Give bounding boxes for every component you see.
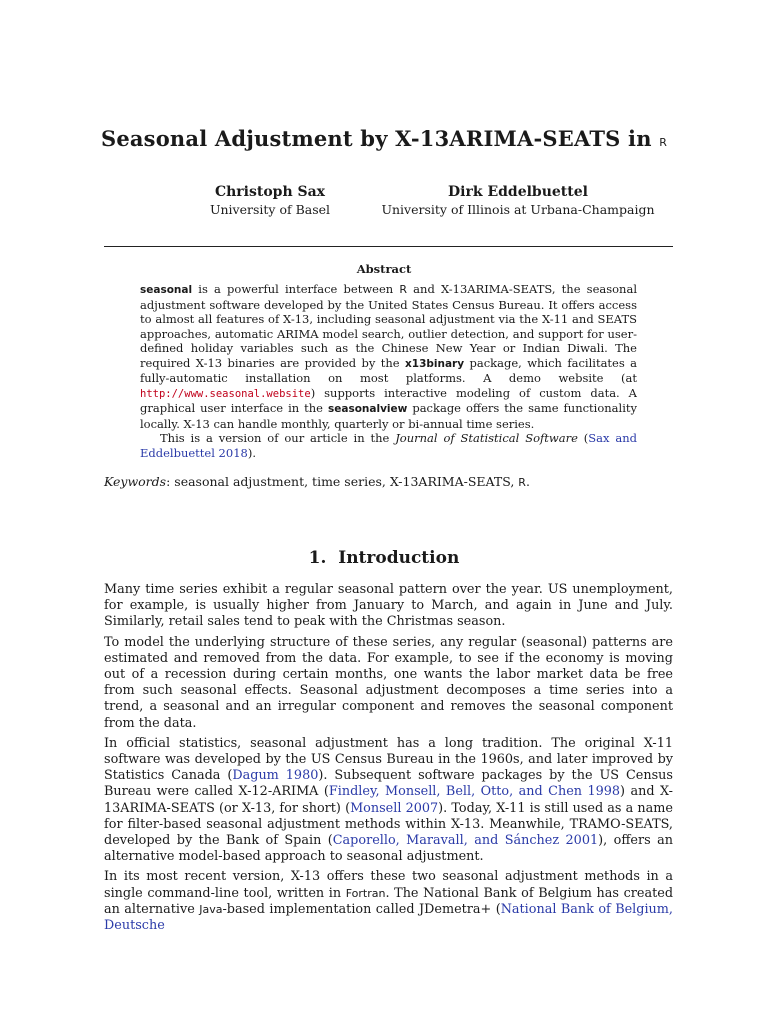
abstract-top-rule [104,246,673,247]
body-paragraph-4: In its most recent version, X-13 offers these two seasonal adjustment methods in a single command-line tool, written in Fortran. The National Bank of Belgium has created an alternative Java-based implementation called JDemetra+ (National Bank of Belgium, Deutsche [104,869,674,934]
author-affiliation: University of Illinois at Urbana-Champaign [381,202,655,217]
demo-website-link[interactable]: http://www.seasonal.website [140,387,311,400]
section-body [104,582,673,938]
abstract-body [140,282,637,460]
body-paragraph-3: In official statistics, seasonal adjustment has a long tradition. The original X-11 software was developed by the US Census Bureau in the 1960s, and later improved by Statistics Canada (Dagum 1980). Subsequent software packages by the US Census Bureau were called X-12-ARIMA (Findley, Monsell, Bell, Otto, and Chen 1998) and X-13ARIMA-SEATS (or X-13, for short) (Monsell 2007). Today, X-11 is still used as a name for filter-based seasonal adjustment methods within X-13. Meanwhile, TRAMO-SEATS, developed by the Bank of Spain (Caporello, Maravall, and Sánchez 2001), offers an alternative model-based approach to seasonal adjustment. [104,735,674,865]
package-x13binary: x13binary [405,357,465,370]
citation-link[interactable]: Monsell 2007 [350,800,439,816]
citation-link[interactable]: National Bank of Belgium, Deutsche [104,901,674,934]
abstract-paragraph-2: This is a version of our article in the Journal of Statistical Software (Sax and Eddelbuettel 2018). [140,431,637,460]
author-1 [190,183,350,219]
title-text: Seasonal Adjustment by X-13ARIMA-SEATS in [100,126,652,151]
section-title: Introduction [338,548,460,568]
author-affiliation: University of Basel [209,202,331,217]
citation-link[interactable]: Dagum 1980 [232,768,319,784]
abstract-heading: Abstract [356,262,412,276]
author-name: Christoph Sax [214,184,326,200]
fortran-name: Fortran [345,886,386,900]
package-seasonal: seasonal [140,284,193,296]
journal-name: Journal of Statistical Software [395,431,578,445]
author-2 [368,183,668,219]
citation-link[interactable]: Caporello, Maravall, and Sánchez 2001 [332,833,599,849]
author-name: Dirk Eddelbuettel [448,184,588,200]
r-symbol: R [399,283,408,296]
keywords-label: Keywords [104,474,167,489]
paper-title [0,126,768,151]
java-name: Java [199,902,223,916]
keywords: Keywords: seasonal adjustment, time series, X-13ARIMA-SEATS, R. [104,474,530,489]
abstract-paragraph-1: seasonal is a powerful interface between R and X-13ARIMA-SEATS, the seasonal adjustment software developed by the United States Census Bureau. It offers access to almost all features of X-13, including seasonal adjustment via the X-11 and SEATS approaches, automatic ARIMA model search, outlier detection, and support for user-defined holiday variables such as the Chinese New Year or Indian Diwali. The required X-13 binaries are provided by the x13binary package, which facilitates a fully-automatic installation on most platforms. A demo website (at http://www.seasonal.website) supports interactive modeling of custom data. A graphical user interface in the seasonalview package offers the same functionality locally. X-13 can handle monthly, quarterly or bi-annual time series. [140,282,638,431]
package-seasonalview: seasonalview [327,403,408,415]
citation-link[interactable]: Findley, Monsell, Bell, Otto, and Chen 1998 [328,784,621,800]
citation-link[interactable]: Sax and Eddelbuettel 2018 [140,431,637,460]
r-symbol: R [518,476,526,489]
section-number: 1. [308,548,327,568]
body-paragraph-1: Many time series exhibit a regular seasonal pattern over the year. US unemployment, for example, is usually higher from January to March, and again in June and July. Similarly, retail sales tend to peak with the Christmas season. [104,582,673,630]
body-paragraph-2: To model the underlying structure of these series, any regular (seasonal) patterns are estimated and removed from the data. For example, to see if the economy is moving out of a recession during certain months, one wants the labor market data be free from such seasonal effects. Seasonal adjustment decomposes a time series into a trend, a seasonal and an irregular component and removes the seasonal component from the data. [104,634,673,731]
section-heading [0,548,768,568]
title-r-symbol: R [659,136,668,149]
